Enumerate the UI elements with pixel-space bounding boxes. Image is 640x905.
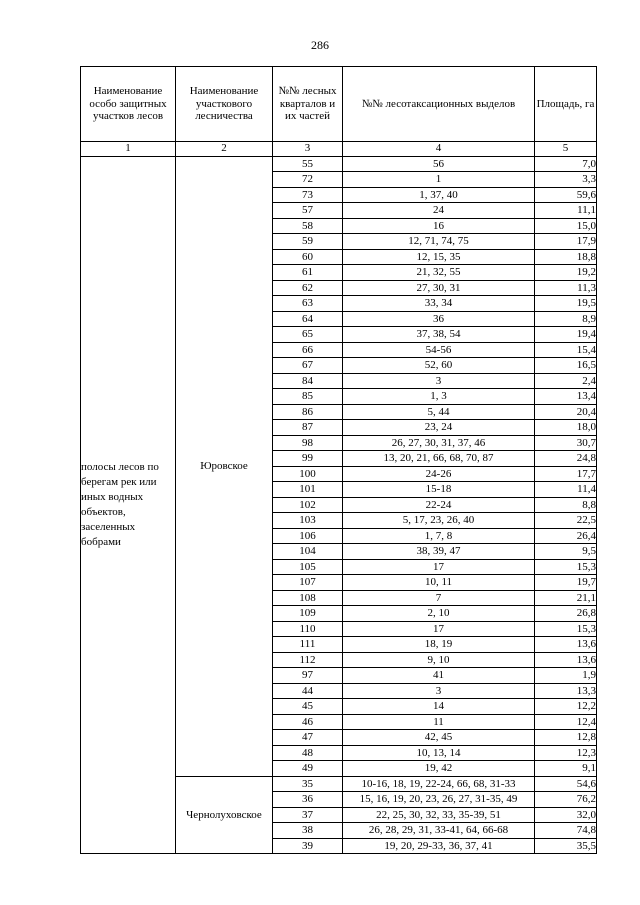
area-cell: 30,7 <box>535 435 597 451</box>
quarter-cell: 105 <box>273 559 343 575</box>
plots-cell: 11 <box>343 714 535 730</box>
plots-cell: 22-24 <box>343 497 535 513</box>
quarter-cell: 49 <box>273 761 343 777</box>
area-cell: 15,4 <box>535 342 597 358</box>
area-cell: 3,3 <box>535 172 597 188</box>
column-number: 1 <box>81 142 176 157</box>
area-cell: 18,8 <box>535 249 597 265</box>
plots-cell: 15-18 <box>343 482 535 498</box>
quarter-cell: 47 <box>273 730 343 746</box>
area-cell: 19,4 <box>535 327 597 343</box>
quarter-cell: 100 <box>273 466 343 482</box>
area-cell: 19,5 <box>535 296 597 312</box>
quarter-cell: 99 <box>273 451 343 467</box>
page-number: 286 <box>311 38 329 52</box>
plots-cell: 56 <box>343 156 535 172</box>
plots-cell: 54-56 <box>343 342 535 358</box>
quarter-cell: 65 <box>273 327 343 343</box>
plots-cell: 17 <box>343 621 535 637</box>
plots-cell: 12, 71, 74, 75 <box>343 234 535 250</box>
area-cell: 17,7 <box>535 466 597 482</box>
area-cell: 20,4 <box>535 404 597 420</box>
plots-cell: 5, 44 <box>343 404 535 420</box>
area-cell: 9,5 <box>535 544 597 560</box>
plots-cell: 2, 10 <box>343 606 535 622</box>
quarter-cell: 67 <box>273 358 343 374</box>
column-number-row <box>81 142 597 157</box>
header-forestry: Наименование участкового лесничества <box>176 67 273 142</box>
plots-cell: 9, 10 <box>343 652 535 668</box>
quarter-cell: 39 <box>273 838 343 854</box>
plots-cell: 21, 32, 55 <box>343 265 535 281</box>
quarter-cell: 111 <box>273 637 343 653</box>
plots-cell: 26, 28, 29, 31, 33-41, 64, 66-68 <box>343 823 535 839</box>
area-cell: 13,6 <box>535 652 597 668</box>
plots-cell: 17 <box>343 559 535 575</box>
quarter-cell: 48 <box>273 745 343 761</box>
table-body <box>81 156 597 854</box>
quarter-cell: 61 <box>273 265 343 281</box>
quarter-cell: 36 <box>273 792 343 808</box>
plots-cell: 1, 37, 40 <box>343 187 535 203</box>
plots-cell: 33, 34 <box>343 296 535 312</box>
area-cell: 13,3 <box>535 683 597 699</box>
area-cell: 18,0 <box>535 420 597 436</box>
quarter-cell: 98 <box>273 435 343 451</box>
area-cell: 9,1 <box>535 761 597 777</box>
area-cell: 13,6 <box>535 637 597 653</box>
plots-cell: 36 <box>343 311 535 327</box>
header-quarters: №№ лесных кварталов и их частей <box>273 67 343 142</box>
header-area: Площадь, га <box>535 67 597 142</box>
area-cell: 15,0 <box>535 218 597 234</box>
plots-cell: 1 <box>343 172 535 188</box>
area-cell: 2,4 <box>535 373 597 389</box>
quarter-cell: 66 <box>273 342 343 358</box>
quarter-cell: 101 <box>273 482 343 498</box>
plots-cell: 15, 16, 19, 20, 23, 26, 27, 31-35, 49 <box>343 792 535 808</box>
plots-cell: 19, 42 <box>343 761 535 777</box>
plots-cell: 24-26 <box>343 466 535 482</box>
quarter-cell: 103 <box>273 513 343 529</box>
area-cell: 32,0 <box>535 807 597 823</box>
forestry-name: Чернолуховское <box>176 776 273 854</box>
plots-cell: 1, 3 <box>343 389 535 405</box>
plots-cell: 18, 19 <box>343 637 535 653</box>
header-plots: №№ лесотаксационных выделов <box>343 67 535 142</box>
column-number: 2 <box>176 142 273 157</box>
quarter-cell: 63 <box>273 296 343 312</box>
area-cell: 8,9 <box>535 311 597 327</box>
plots-cell: 24 <box>343 203 535 219</box>
area-cell: 13,4 <box>535 389 597 405</box>
quarter-cell: 106 <box>273 528 343 544</box>
quarter-cell: 35 <box>273 776 343 792</box>
plots-cell: 42, 45 <box>343 730 535 746</box>
area-cell: 19,7 <box>535 575 597 591</box>
quarter-cell: 87 <box>273 420 343 436</box>
area-cell: 12,8 <box>535 730 597 746</box>
plots-cell: 19, 20, 29-33, 36, 37, 41 <box>343 838 535 854</box>
plots-cell: 16 <box>343 218 535 234</box>
area-cell: 11,4 <box>535 482 597 498</box>
area-cell: 21,1 <box>535 590 597 606</box>
quarter-cell: 86 <box>273 404 343 420</box>
plots-cell: 38, 39, 47 <box>343 544 535 560</box>
area-cell: 11,3 <box>535 280 597 296</box>
quarter-cell: 60 <box>273 249 343 265</box>
plots-cell: 12, 15, 35 <box>343 249 535 265</box>
quarter-cell: 108 <box>273 590 343 606</box>
area-cell: 16,5 <box>535 358 597 374</box>
plots-cell: 26, 27, 30, 31, 37, 46 <box>343 435 535 451</box>
column-number: 5 <box>535 142 597 157</box>
area-cell: 35,5 <box>535 838 597 854</box>
quarter-cell: 46 <box>273 714 343 730</box>
plots-cell: 13, 20, 21, 66, 68, 70, 87 <box>343 451 535 467</box>
quarter-cell: 73 <box>273 187 343 203</box>
plots-cell: 1, 7, 8 <box>343 528 535 544</box>
plots-cell: 10-16, 18, 19, 22-24, 66, 68, 31-33 <box>343 776 535 792</box>
area-cell: 26,8 <box>535 606 597 622</box>
area-cell: 76,2 <box>535 792 597 808</box>
area-cell: 11,1 <box>535 203 597 219</box>
plots-cell: 52, 60 <box>343 358 535 374</box>
quarter-cell: 84 <box>273 373 343 389</box>
area-cell: 12,3 <box>535 745 597 761</box>
area-cell: 7,0 <box>535 156 597 172</box>
plots-cell: 5, 17, 23, 26, 40 <box>343 513 535 529</box>
quarter-cell: 62 <box>273 280 343 296</box>
area-cell: 54,6 <box>535 776 597 792</box>
header-row <box>81 67 597 142</box>
area-cell: 59,6 <box>535 187 597 203</box>
quarter-cell: 104 <box>273 544 343 560</box>
area-cell: 26,4 <box>535 528 597 544</box>
quarter-cell: 97 <box>273 668 343 684</box>
area-cell: 15,3 <box>535 621 597 637</box>
table-row <box>81 156 597 172</box>
forestry-name: Юровское <box>176 156 273 776</box>
quarter-cell: 38 <box>273 823 343 839</box>
quarter-cell: 85 <box>273 389 343 405</box>
plots-cell: 23, 24 <box>343 420 535 436</box>
header-protected-area: Наименование особо защитных участков лесов <box>81 67 176 142</box>
plots-cell: 22, 25, 30, 32, 33, 35-39, 51 <box>343 807 535 823</box>
area-cell: 24,8 <box>535 451 597 467</box>
plots-cell: 10, 13, 14 <box>343 745 535 761</box>
quarter-cell: 107 <box>273 575 343 591</box>
plots-cell: 7 <box>343 590 535 606</box>
protected-area-name: полосы лесов по берегам рек или иных водных объектов, заселенных бобрами <box>81 156 176 854</box>
area-cell: 74,8 <box>535 823 597 839</box>
quarter-cell: 45 <box>273 699 343 715</box>
quarter-cell: 37 <box>273 807 343 823</box>
quarter-cell: 59 <box>273 234 343 250</box>
plots-cell: 27, 30, 31 <box>343 280 535 296</box>
area-cell: 12,2 <box>535 699 597 715</box>
quarter-cell: 44 <box>273 683 343 699</box>
area-cell: 19,2 <box>535 265 597 281</box>
quarter-cell: 64 <box>273 311 343 327</box>
plots-cell: 3 <box>343 683 535 699</box>
area-cell: 22,5 <box>535 513 597 529</box>
area-cell: 15,3 <box>535 559 597 575</box>
plots-cell: 14 <box>343 699 535 715</box>
area-cell: 12,4 <box>535 714 597 730</box>
plots-cell: 3 <box>343 373 535 389</box>
plots-cell: 10, 11 <box>343 575 535 591</box>
quarter-cell: 55 <box>273 156 343 172</box>
area-cell: 8,8 <box>535 497 597 513</box>
plots-cell: 41 <box>343 668 535 684</box>
area-cell: 1,9 <box>535 668 597 684</box>
quarter-cell: 102 <box>273 497 343 513</box>
quarter-cell: 109 <box>273 606 343 622</box>
quarter-cell: 57 <box>273 203 343 219</box>
quarter-cell: 112 <box>273 652 343 668</box>
column-number: 3 <box>273 142 343 157</box>
forest-plots-table <box>80 66 597 854</box>
quarter-cell: 72 <box>273 172 343 188</box>
plots-cell: 37, 38, 54 <box>343 327 535 343</box>
quarter-cell: 110 <box>273 621 343 637</box>
quarter-cell: 58 <box>273 218 343 234</box>
column-number: 4 <box>343 142 535 157</box>
area-cell: 17,9 <box>535 234 597 250</box>
